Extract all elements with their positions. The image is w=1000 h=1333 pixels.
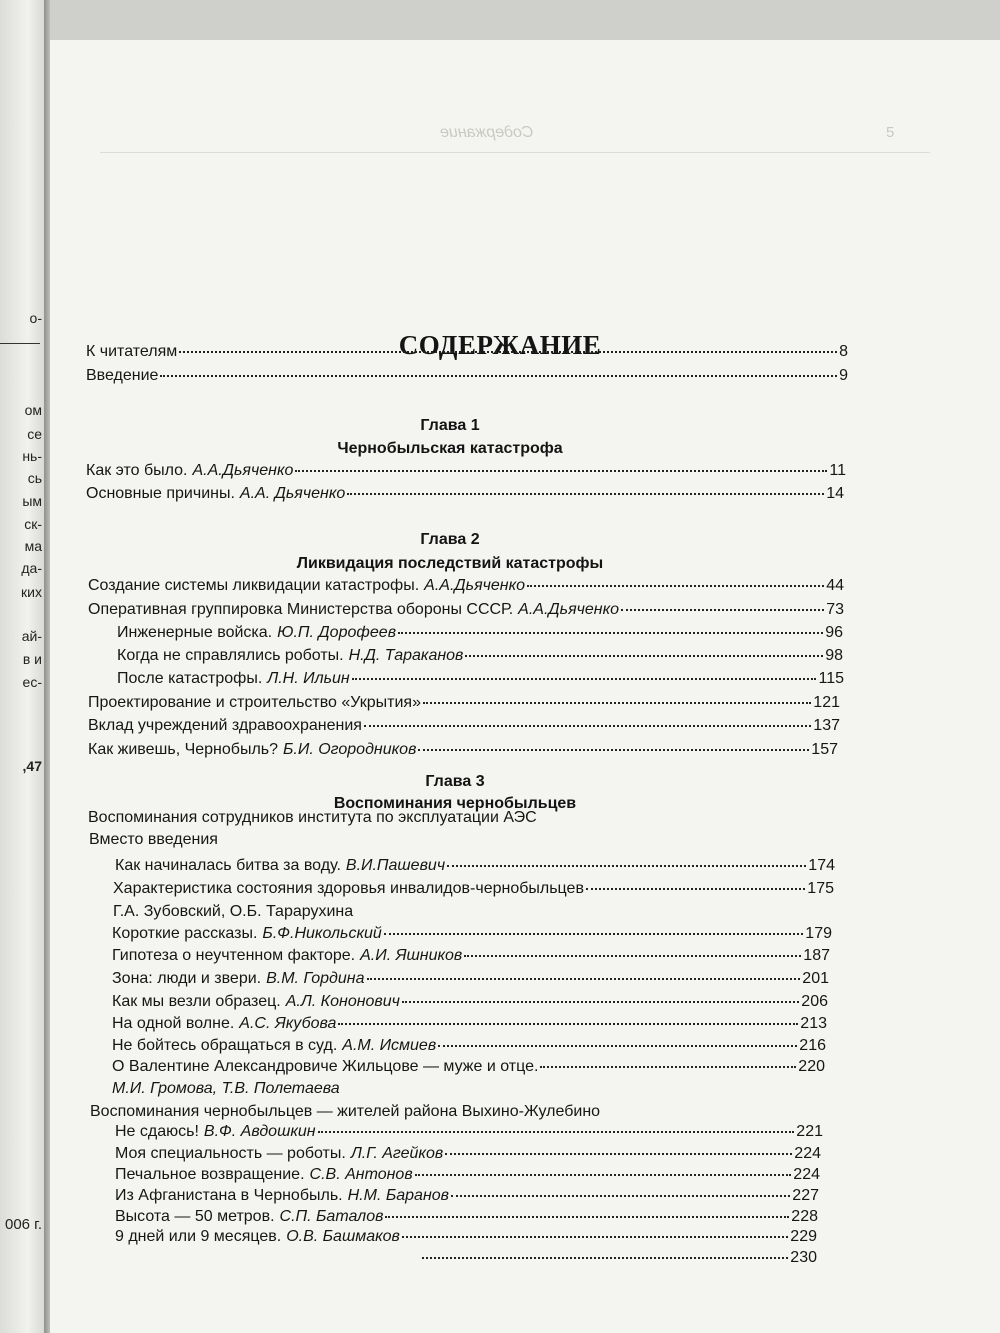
toc-entry-title: Основные причины. bbox=[86, 485, 235, 502]
toc-entry-title: Не сдаюсь! bbox=[115, 1123, 199, 1140]
toc-page-number: 229 bbox=[790, 1228, 817, 1245]
toc-entry bbox=[115, 1208, 818, 1226]
left-page-fragment: сь bbox=[27, 470, 42, 486]
toc-entry bbox=[115, 1187, 819, 1205]
toc-page-number: 96 bbox=[825, 624, 843, 641]
toc-entry bbox=[112, 970, 829, 988]
toc-page-number: 224 bbox=[793, 1166, 820, 1183]
toc-entry-title: Из Афганистана в Чернобыль. bbox=[115, 1187, 343, 1204]
dot-leader bbox=[422, 1257, 788, 1259]
dot-leader bbox=[338, 1023, 798, 1025]
toc-entry-author: А.А.Дьяченко bbox=[518, 601, 620, 618]
toc-entry-author: С.П. Баталов bbox=[279, 1208, 384, 1225]
toc-entry-author: Б.И. Огородников bbox=[283, 741, 417, 758]
dot-leader bbox=[160, 375, 837, 377]
toc-entry bbox=[88, 601, 844, 619]
toc-entry bbox=[420, 1249, 817, 1267]
toc-entry-author: Н.Д. Тараканов bbox=[348, 647, 464, 664]
toc-entry bbox=[112, 993, 828, 1011]
toc-entry-author: Ю.П. Дорофеев bbox=[277, 624, 397, 641]
toc-entry bbox=[117, 670, 844, 688]
dot-leader bbox=[295, 470, 827, 472]
toc-entry-title: Не бойтесь обращаться в суд. bbox=[112, 1037, 338, 1054]
dot-leader bbox=[364, 725, 811, 727]
toc-entry bbox=[88, 577, 844, 595]
dot-leader bbox=[402, 1001, 799, 1003]
toc-entry bbox=[86, 367, 848, 385]
toc-page-number: 187 bbox=[803, 947, 830, 964]
dot-leader bbox=[465, 655, 823, 657]
toc-page-number: 221 bbox=[796, 1123, 823, 1140]
toc-page-number: 8 bbox=[839, 343, 848, 360]
toc-page-number: 73 bbox=[826, 601, 844, 618]
toc-entry-author: С.В. Антонов bbox=[309, 1166, 413, 1183]
toc-entry-author: В.И.Пашевич bbox=[345, 857, 446, 874]
toc-page-number: 121 bbox=[813, 694, 840, 711]
toc-entry bbox=[115, 857, 835, 875]
toc-page-number: 213 bbox=[800, 1015, 827, 1032]
toc-entry-author: А.А.Дьяченко bbox=[424, 577, 526, 594]
toc-entry bbox=[86, 485, 844, 503]
toc-entry-title: Зона: люди и звери. bbox=[112, 970, 262, 987]
toc-entry-author: М.И. Громова, Т.В. Полетаева bbox=[112, 1080, 340, 1097]
toc-entry bbox=[112, 1015, 827, 1033]
left-page-fragment: ма bbox=[24, 538, 42, 554]
dot-leader bbox=[179, 351, 837, 353]
section-subheading: Вместо введения bbox=[89, 831, 218, 848]
dot-leader bbox=[451, 1195, 790, 1197]
page-title: СОДЕРЖАНИЕ bbox=[398, 330, 602, 360]
dot-leader bbox=[402, 1236, 788, 1238]
dot-leader bbox=[347, 493, 824, 495]
dot-leader bbox=[367, 978, 801, 980]
dot-leader bbox=[586, 888, 805, 890]
toc-entry bbox=[117, 624, 843, 642]
toc-page-number: 44 bbox=[826, 577, 844, 594]
toc-page-number: 228 bbox=[791, 1208, 818, 1225]
toc-page-number: 115 bbox=[818, 670, 844, 687]
toc-entry-author: Л.Г. Агейков bbox=[350, 1145, 444, 1162]
toc-entry bbox=[112, 1037, 826, 1055]
toc-entry-title: К читателям bbox=[86, 343, 178, 360]
toc-entry bbox=[115, 1123, 823, 1141]
toc-entry-title: Инженерные войска. bbox=[117, 624, 273, 641]
toc-entry bbox=[86, 343, 848, 361]
toc-entry-title: Моя специальность — роботы. bbox=[115, 1145, 346, 1162]
dot-leader bbox=[352, 678, 817, 680]
dot-leader bbox=[423, 702, 811, 704]
section-heading: Воспоминания чернобыльцев — жителей района Выхино-Жулебино bbox=[90, 1103, 601, 1120]
chapter-3-title: Воспоминания чернобыльцев bbox=[333, 795, 577, 812]
dot-leader bbox=[527, 585, 824, 587]
toc-entry-title: Вклад учреждений здравоохранения bbox=[88, 717, 362, 734]
bleed-through-page-number: 5 bbox=[886, 124, 895, 141]
toc-entry-title: Оперативная группировка Министерства обороны СССР. bbox=[88, 601, 514, 618]
toc-page-number: 179 bbox=[805, 925, 832, 942]
dot-leader bbox=[464, 955, 801, 957]
dot-leader bbox=[415, 1174, 792, 1176]
dot-leader bbox=[418, 749, 809, 751]
toc-entry-title: Как это было. bbox=[86, 462, 188, 479]
toc-entry-author: О.В. Башмаков bbox=[286, 1228, 400, 1245]
toc-entry bbox=[112, 947, 830, 965]
left-page-fragment: ым bbox=[22, 493, 42, 509]
left-page-fragment: ай- bbox=[21, 628, 42, 644]
left-page-fragment: ск- bbox=[24, 516, 42, 532]
dot-leader bbox=[540, 1066, 796, 1068]
dot-leader bbox=[438, 1045, 797, 1047]
toc-page-number: 98 bbox=[825, 647, 843, 664]
toc-entry-title: Когда не справлялись роботы. bbox=[117, 647, 344, 664]
toc-entry bbox=[112, 925, 832, 943]
left-page-fragment: се bbox=[27, 426, 42, 442]
toc-page-number: 220 bbox=[798, 1058, 825, 1075]
toc-entry-author: Б.Ф.Никольский bbox=[262, 925, 382, 942]
toc-entry bbox=[88, 694, 840, 712]
toc-entry bbox=[88, 741, 838, 759]
toc-page-number: 224 bbox=[794, 1145, 821, 1162]
toc-entry bbox=[86, 462, 846, 480]
chapter-2-number: Глава 2 bbox=[420, 531, 480, 548]
toc-entry-title: Введение bbox=[86, 367, 159, 384]
dot-leader bbox=[385, 1216, 789, 1218]
toc-entry-title: Характеристика состояния здоровья инвалидов-чернобыльцев bbox=[113, 880, 584, 897]
toc-entry-author: Л.Н. Ильин bbox=[267, 670, 350, 687]
toc-entry-title: Как живешь, Чернобыль? bbox=[88, 741, 279, 758]
toc-entry-author: А.А. Дьяченко bbox=[239, 485, 346, 502]
chapter-3-number: Глава 3 bbox=[425, 773, 485, 790]
toc-entry bbox=[88, 717, 840, 735]
toc-page-number: 9 bbox=[839, 367, 848, 384]
toc-entry bbox=[113, 880, 834, 898]
toc-page-number: 175 bbox=[807, 880, 834, 897]
dot-leader bbox=[384, 933, 804, 935]
bleed-through-header: Содержание bbox=[440, 124, 534, 141]
toc-page-number: 230 bbox=[790, 1249, 817, 1266]
toc-page-number: 174 bbox=[808, 857, 835, 874]
dot-leader bbox=[447, 865, 806, 867]
toc-entry-title: После катастрофы. bbox=[117, 670, 263, 687]
toc-entry-author: В.М. Гордина bbox=[266, 970, 365, 987]
toc-entry bbox=[115, 1228, 817, 1246]
left-page-fragment: 006 г. bbox=[4, 1216, 42, 1233]
dot-leader bbox=[318, 1131, 795, 1133]
toc-entry-title: Как начиналась битва за воду. bbox=[115, 857, 341, 874]
left-page-fragment: о- bbox=[29, 310, 42, 326]
toc-page-number: 201 bbox=[802, 970, 829, 987]
toc-page-number: 157 bbox=[811, 741, 838, 758]
toc-entry-title: Создание системы ликвидации катастрофы. bbox=[88, 577, 420, 594]
left-page-fragment: в и bbox=[22, 651, 42, 667]
left-page-fragment: да- bbox=[21, 560, 42, 576]
left-page-fragment: ом bbox=[24, 402, 42, 418]
toc-entry-title: Высота — 50 метров. bbox=[115, 1208, 275, 1225]
toc-entry-author: Н.М. Баранов bbox=[347, 1187, 449, 1204]
toc-entry-title: На одной волне. bbox=[112, 1015, 235, 1032]
toc-entry-title: О Валентине Александровиче Жильцове — муже и отце. bbox=[112, 1058, 539, 1075]
toc-entry-title: Гипотеза о неучтенном факторе. bbox=[112, 947, 356, 964]
toc-page-number: 216 bbox=[799, 1037, 826, 1054]
toc-entry bbox=[117, 647, 843, 665]
toc-entry-author: А.А.Дьяченко bbox=[192, 462, 294, 479]
toc-entry bbox=[115, 1166, 820, 1184]
toc-entry-author: А.И. Яшников bbox=[360, 947, 463, 964]
toc-page-number: 227 bbox=[792, 1187, 819, 1204]
left-page-fragment: ,47 bbox=[22, 758, 42, 774]
left-page-fragment: ких bbox=[21, 584, 42, 600]
toc-page-number: 137 bbox=[813, 717, 840, 734]
chapter-2-title: Ликвидация последствий катастрофы bbox=[296, 555, 604, 572]
toc-entry bbox=[115, 1145, 821, 1163]
toc-entry-title: Проектирование и строительство «Укрытия» bbox=[88, 694, 421, 711]
dot-leader bbox=[398, 632, 823, 634]
chapter-1-title: Чернобыльская катастрофа bbox=[337, 440, 563, 457]
toc-entry-title: Как мы везли образец. bbox=[112, 993, 281, 1010]
toc-entry bbox=[112, 1058, 825, 1076]
toc-entry-title: Короткие рассказы. bbox=[112, 925, 258, 942]
dot-leader bbox=[445, 1153, 792, 1155]
toc-entry-author: Г.А. Зубовский, О.Б. Тарарухина bbox=[113, 903, 354, 920]
toc-page-number: 206 bbox=[801, 993, 828, 1010]
toc-entry-title: 9 дней или 9 месяцев. bbox=[115, 1228, 282, 1245]
toc-entry-author: А.М. Исмиев bbox=[342, 1037, 437, 1054]
toc-entry-title: Печальное возвращение. bbox=[115, 1166, 305, 1183]
toc-page-number: 11 bbox=[829, 462, 846, 479]
left-page-fragment: нь- bbox=[22, 448, 42, 464]
dot-leader bbox=[621, 609, 824, 611]
section-heading: Воспоминания сотрудников института по эксплуатации АЭС bbox=[88, 809, 537, 826]
toc-entry-author: А.С. Якубова bbox=[239, 1015, 337, 1032]
left-page-fragment: ес- bbox=[22, 674, 42, 690]
chapter-1-number: Глава 1 bbox=[420, 417, 480, 434]
toc-page-number: 14 bbox=[826, 485, 844, 502]
toc-entry-author: А.Л. Кононович bbox=[285, 993, 400, 1010]
toc-entry-author: В.Ф. Авдошкин bbox=[203, 1123, 316, 1140]
